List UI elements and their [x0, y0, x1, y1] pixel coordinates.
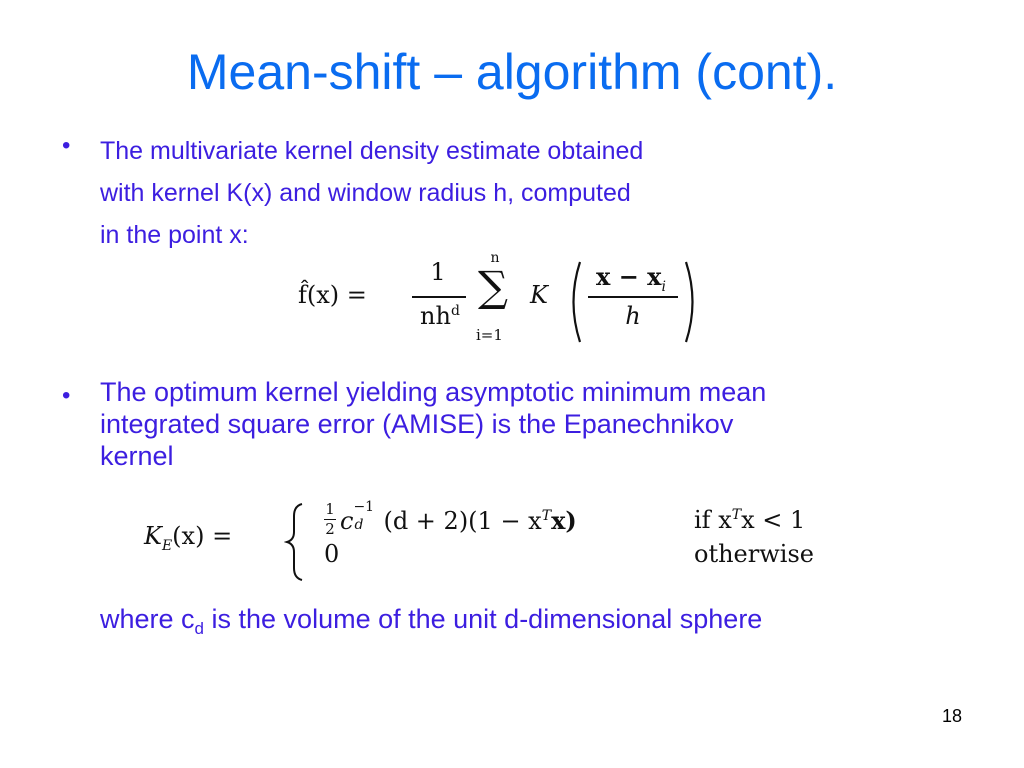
kde-frac-denominator: $nh^d$: [420, 302, 460, 330]
half-numerator: 1: [325, 500, 335, 518]
bullet-1-line-3: in the point x:: [100, 221, 249, 249]
bullet-text-1: [100, 130, 900, 256]
kernel-frac-numerator: $x - x_i$: [596, 262, 666, 295]
half-denominator: 2: [325, 520, 335, 538]
kde-frac-bar: [412, 296, 466, 298]
kde-lhs: f̂(x) =: [298, 281, 367, 309]
bullet-1-line-2: with kernel K(x) and window radius h, computed: [100, 179, 631, 207]
case-1-condition: if $x^Tx < 1$: [694, 506, 806, 534]
slide: Mean-shift – algorithm (cont). • The multivariate kernel density estimate obtained with kernel K(x) and window radius h, computed in the point x: f̂(x) = 1 $nh^d$ n ∑ i=1 K $x - x_i$ h • The optimum kernel yielding asymptotic minimum mean integrated square error (AMISE) is the Epanechnikov kernel $K_E(x)$ = 1 2 c −1 d $(d + 2)(1 - x^Tx)$ if $x^Tx < 1$ 0 otherwise where $c_d$ is the volume of the unit d-dimensional sphere 18: [0, 0, 1024, 768]
page-number: 18: [941, 706, 962, 726]
kernel-symbol: K: [530, 281, 548, 309]
left-paren: [564, 260, 584, 344]
case-2-condition: otherwise: [694, 540, 814, 568]
kde-equation: [298, 252, 718, 352]
left-brace: [284, 502, 306, 582]
case-1-expression: c −1 d $(d + 2)(1 - x^Tx)$: [340, 499, 577, 535]
bullet-1-line-1: The multivariate kernel density estimate obtained: [100, 137, 644, 165]
kde-frac-numerator: 1: [430, 258, 446, 286]
right-paren: [682, 260, 702, 344]
volume-note: where $c_d$ is the volume of the unit d-dimensional sphere: [100, 604, 763, 638]
case-2-value: 0: [324, 540, 340, 568]
kernel-frac-bar: [588, 296, 678, 298]
sum-upper-limit: n: [490, 250, 500, 266]
slide-title: Mean-shift – algorithm (cont).: [186, 44, 838, 100]
sum-lower-limit: i=1: [476, 326, 503, 344]
bullet-2-line-2: integrated square error (AMISE) is the Epanechnikov: [100, 409, 734, 439]
bullet-2-line-3: kernel: [100, 441, 174, 471]
kernel-frac-denominator: h: [625, 302, 641, 330]
bullet-text-2: [100, 376, 980, 472]
epanechnikov-equation: [144, 500, 864, 582]
bullet-2-line-1: The optimum kernel yielding asymptotic minimum mean: [100, 377, 767, 407]
sum-sign: ∑: [478, 262, 508, 311]
epan-lhs: $K_E(x)$ =: [144, 522, 233, 554]
